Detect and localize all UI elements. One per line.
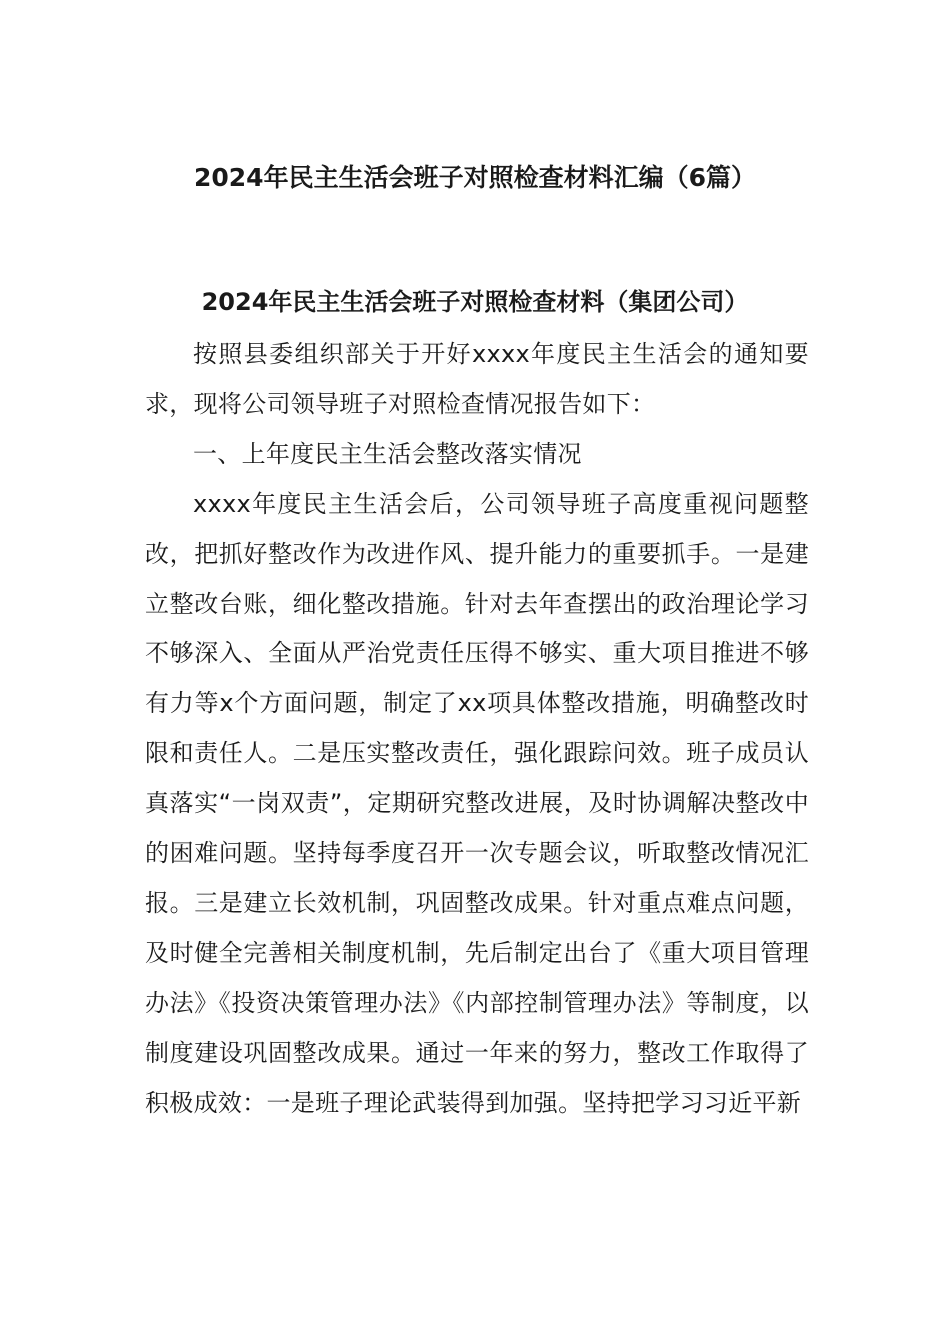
document-body	[145, 330, 809, 1129]
body-paragraph: xxxx年度民主生活会后，公司领导班子高度重视问题整改，把抓好整改作为改进作风、提升能力的重要抓手。一是建立整改台账，细化整改措施。针对去年查摆出的政治理论学习不够深入、全面从严治党责任压得不够实、重大项目推进不够有力等x个方面问题，制定了xx项具体整改措施，明确整改时限和责任人。二是压实整改责任，强化跟踪问效。班子成员认真落实“一岗双责”，定期研究整改进展，及时协调解决整改中的困难问题。坚持每季度召开一次专题会议，听取整改情况汇报。三是建立长效机制，巩固整改成果。针对重点难点问题，及时健全完善相关制度机制，先后制定出台了《重大项目管理办法》《投资决策管理办法》《内部控制管理办法》等制度，以制度建设巩固整改成果。通过一年来的努力，整改工作取得了积极成效：一是班子理论武装得到加强。坚持把学习习近平新	[145, 489, 809, 1117]
document-title: 2024年民主生活会班子对照检查材料汇编（6篇）	[194, 163, 756, 192]
section-heading: 一、上年度民主生活会整改落实情况	[193, 439, 582, 468]
section-title: 2024年民主生活会班子对照检查材料（集团公司）	[201, 288, 749, 316]
intro-paragraph: 按照县委组织部关于开好xxxx年度民主生活会的通知要求，现将公司领导班子对照检查情况报告如下：	[145, 340, 809, 418]
